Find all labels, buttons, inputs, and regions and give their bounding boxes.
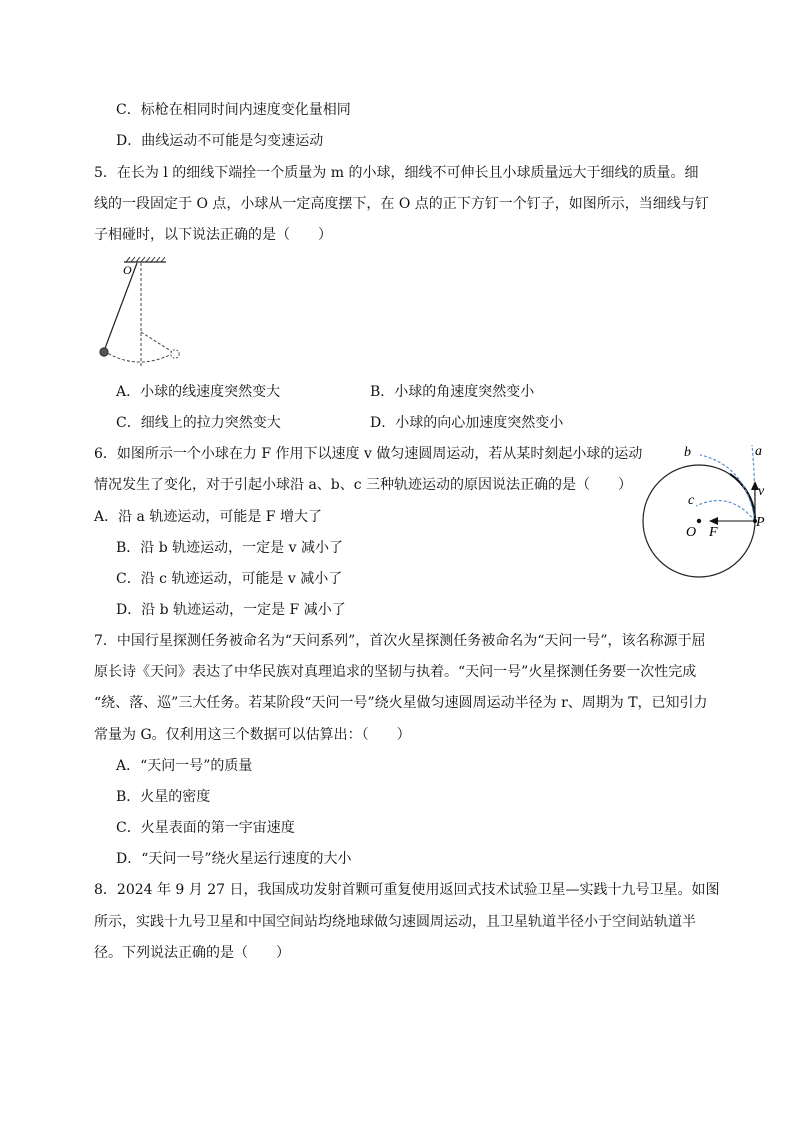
ball-solid [100, 348, 108, 356]
q5-option-d: D．小球的向心加速度突然变小 [370, 415, 564, 431]
label-f: F [709, 525, 718, 540]
center-point [697, 519, 701, 523]
q6-option-c: C．沿 c 轨迹运动，可能是 v 减小了 [116, 571, 343, 587]
q7-stem-line-1: 7．中国行星探测任务被命名为“天问系列”，首次火星探测任务被命名为“天问一号”，该名称源于屈 [94, 633, 706, 649]
q4-option-c: C．标枪在相同时间内速度变化量相同 [116, 102, 351, 118]
swing-arc [104, 351, 174, 362]
pivot-label-o: O [123, 263, 132, 277]
q7-option-a: A．“天问一号”的质量 [116, 758, 253, 774]
q4-option-d: D．曲线运动不可能是匀变速运动 [116, 133, 324, 149]
label-b: b [684, 445, 691, 460]
q6-option-a: A．沿 a 轨迹运动，可能是 F 增大了 [94, 509, 322, 525]
ball-dashed [171, 350, 179, 358]
ceiling-hatch [126, 257, 165, 262]
label-c: c [688, 493, 695, 508]
trajectory-b [700, 455, 755, 521]
short-string-dashed [141, 332, 174, 353]
circular-motion-figure [630, 440, 780, 582]
label-v: v [758, 484, 765, 499]
q7-stem-line-4: 常量为 G。仅利用这三个数据可以估算出：（ ） [94, 727, 411, 743]
q5-stem-line-2: 线的一段固定于 O 点，小球从一定高度摆下，在 O 点的正下方钉一个钉子，如图所示，当细线与钉 [94, 196, 709, 212]
q7-option-c: C．火星表面的第一宇宙速度 [116, 820, 295, 836]
label-p: P [756, 515, 765, 530]
q8-stem-line-3: 径。下列说法正确的是（ ） [94, 945, 290, 961]
q5-option-a: A．小球的线速度突然变大 [116, 384, 281, 400]
q7-stem-line-3: “绕、落、巡”三大任务。若某阶段“天问一号”绕火星做匀速圆周运动半径为 r、周期为 T，已知引力 [94, 695, 708, 711]
q7-option-d: D．“天问一号”绕火星运行速度的大小 [116, 851, 352, 867]
motion-arc-bold [730, 474, 755, 521]
label-o: O [686, 525, 697, 540]
q6-stem-line-1: 6．如图所示一个小球在力 F 作用下以速度 v 做匀速圆周运动，若从某时刻起小球的运动 [94, 446, 643, 462]
q6-stem-line-2: 情况发生了变化，对于引起小球沿 a、b、c 三种轨迹运动的原因说法正确的是（ ） [94, 477, 633, 493]
q6-option-b: B．沿 b 轨迹运动，一定是 v 减小了 [116, 540, 343, 556]
q5-stem-line-3: 子相碰时，以下说法正确的是（ ） [94, 227, 332, 243]
q7-option-b: B．火星的密度 [116, 789, 211, 805]
q5-stem-line-1: 5．在长为 l 的细线下端拴一个质量为 m 的小球，细线不可伸长且小球质量远大于细线的质量。细 [94, 165, 699, 181]
force-arrowhead [709, 517, 718, 525]
label-a: a [755, 444, 762, 459]
q5-option-b: B．小球的角速度突然变小 [370, 384, 535, 400]
q5-option-c: C．细线上的拉力突然变大 [116, 415, 281, 431]
trajectory-c [696, 501, 755, 521]
q8-stem-line-1: 8．2024 年 9 月 27 日，我国成功发射首颗可重复使用返回式技术试验卫星—实践十九号卫星。如图 [94, 882, 720, 898]
pendulum-figure [92, 254, 192, 369]
q6-option-d: D．沿 b 轨迹运动，一定是 F 减小了 [116, 602, 346, 618]
q7-stem-line-2: 原长诗《天问》表达了中华民族对真理追求的坚韧与执着。“天问一号”火星探测任务要一次性完成 [94, 664, 697, 680]
pendulum-string [104, 263, 137, 351]
q8-stem-line-2: 所示，实践十九号卫星和中国空间站均绕地球做匀速圆周运动，且卫星轨道半径小于空间站轨道半 [94, 914, 696, 930]
